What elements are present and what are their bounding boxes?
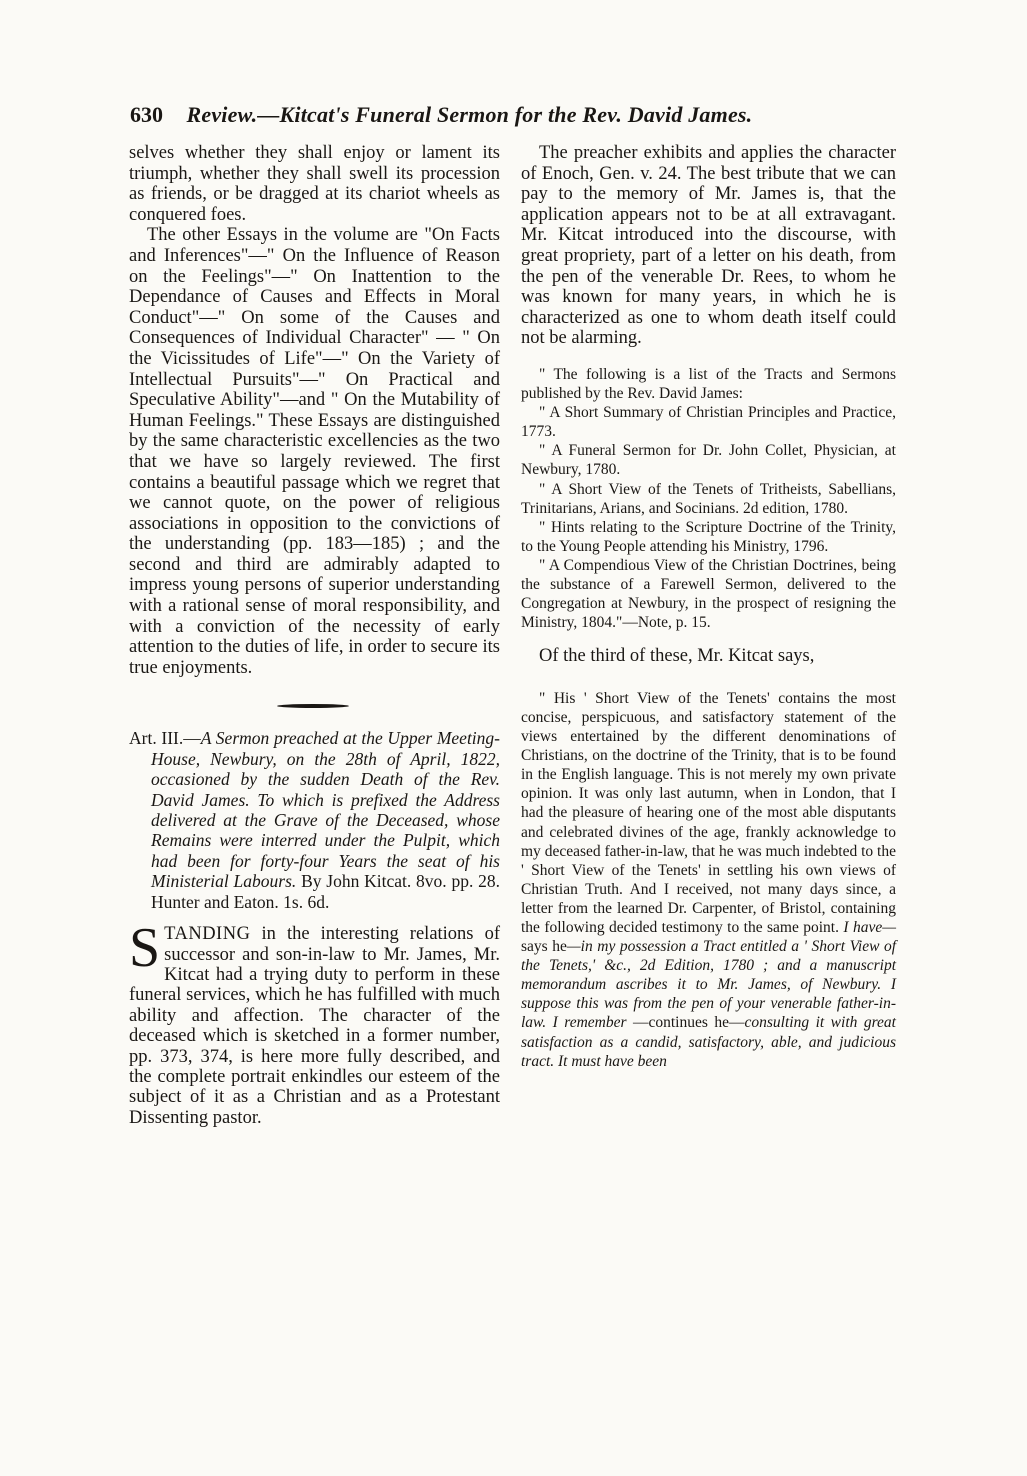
right-column — [521, 143, 896, 1071]
quote-italic-3: consulting it with great satisfaction as a candid, satisfactory, able, and judicious tract. It must have been — [521, 1014, 896, 1070]
running-header — [130, 102, 890, 128]
section-rule — [129, 678, 500, 728]
article-label: Art. III.— — [129, 728, 201, 749]
tracts-list-quote — [521, 365, 896, 632]
drop-cap: S — [129, 917, 161, 980]
list-quote-line: " Hints relating to the Scripture Doctrine of the Trinity, to the Young People attending his Ministry, 1796. — [521, 518, 896, 555]
right-paragraph-1: The preacher exhibits and applies the character of Enoch, Gen. v. 24. The best tribute that we can pay to the memory of Mr. James is, that the application appears not to be at all extravagant. Mr. Kitcat introduced into the discourse, with great propriety, part of a letter on his death, from the pen of the venerable Dr. Rees, to whom he was known for many years, in which he is characterized as one to whom death itself could not be alarming. — [521, 143, 896, 349]
list-quote-line: " The following is a list of the Tracts and Sermons published by the Rev. David James: — [521, 365, 896, 403]
opening-text: in the interesting relations of successor and son-in-law to Mr. James, Mr. Kitcat had a trying duty to perform in these funeral services, which he has fulfilled with much ability and affection. The character of the deceased which is sketched in a former number, pp. 373, 374, is here more fully described, and the complete portrait enkindles our esteem of the subject of it as a Christian and as a Protestant Dissenting pastor. — [129, 924, 500, 1128]
right-paragraph-2: Of the third of these, Mr. Kitcat says, — [539, 646, 815, 667]
article-title: A Sermon preached at the Upper Meeting-House, Newbury, on the 28th of April, 1822, occasioned by the sudden Death of the Rev. David James. To which is prefixed the Address delivered at the Grave of the Deceased, whose Remains were interred under the Pulpit, which had been for forty-four Years the seat of his Ministerial Labours. — [151, 728, 500, 892]
quote-says: says he — [521, 938, 567, 956]
list-quote-line: " A Short Summary of Christian Principles and Practice, 1773. — [521, 404, 896, 441]
ornamental-rule — [277, 704, 349, 708]
quote-italic-2: —in my possession a Tract entitled a ' Short View of the Tenets,' &c., 2d Edition, 1780 ; and a manuscript memorandum ascribes it to Mr. James, of Newbury. I suppose this was from the pen of your venerable father-in-law. I remember — [521, 938, 897, 1032]
left-paragraph-2: The other Essays in the volume are "On Facts and Inferences"—" On the Influence of Reason on the Feelings"—" On Inattention to the Dependance of Causes and Effects in Moral Conduct"—" On some of the Causes and Consequences of Individual Character" — " On the Vicissitudes of Life"—" On the Variety of Intellectual Pursuits"—" On Practical and Speculative Ability"—and " On the Mutability of Human Feelings." These Essays are distinguished by the same characteristic excellencies as the two that we have so largely reviewed. The first contains a beautiful passage which we regret that we cannot quote, on the power of religious associations in opposition to the convictions of the understanding (pp. 183—185) ; and the second and third are admirably adapted to impress young persons of superior understanding with a rational sense of moral responsibility, and with a conviction of the necessity of early attention to the duties of life, in order to secure its true enjoyments. — [129, 225, 500, 678]
quote-continues: —continues he— — [626, 1014, 745, 1032]
running-title: Review.—Kitcat's Funeral Sermon for the Rev. David James. — [186, 102, 753, 127]
quote-plain-text: " His ' Short View of the Tenets' contains the most concise, perspicuous, and satisfactory statement of the views entertained by the different denominations of Christians, on the doctrine of the Trinity, that is to be found in the English language. This is not merely my own private opinion. It was only last autumn, when in London, that I had the pleasure of hearing one of the most able disputants and celebrated divines of the age, frankly acknowledge to my deceased father-in-law, that he was much indebted to the ' Short View of the Tenets' in settling his own views of Christian Truth. And I received, not many days since, a letter from the learned Dr. Carpenter, of Bristol, containing the following decided testimony to the same point. — [521, 689, 896, 936]
left-paragraph-1: selves whether they shall enjoy or lament its triumph, whether they shall swell its procession as friends, or be dragged at its chariot wheels as conquered foes. — [129, 143, 500, 225]
page-number: 630 — [130, 102, 163, 127]
list-quote-line: " A Compendious View of the Christian Doctrines, being the substance of a Farewell Sermon, delivered to the Congregation at Newbury, in the prospect of resigning the Ministry, 1804."—Note, p. 15. — [521, 556, 896, 632]
list-quote-line: " A Funeral Sermon for Dr. John Collet, Physician, at Newbury, 1780. — [521, 442, 896, 479]
kitcat-quote — [521, 689, 896, 1071]
quote-italic-1: I have— — [843, 918, 897, 936]
left-column — [129, 143, 500, 1128]
list-quote-line: " A Short View of the Tenets of Tritheists, Sabellians, Trinitarians, Arians, and Socinians. 2d edition, 1780. — [521, 480, 896, 517]
opening-caps: TANDING — [164, 924, 251, 945]
opening-paragraph — [129, 917, 500, 1128]
article-byline: By John Kitcat. 8vo. pp. 28. Hunter and Eaton. 1s. 6d. — [151, 871, 500, 912]
article-heading — [129, 728, 500, 912]
